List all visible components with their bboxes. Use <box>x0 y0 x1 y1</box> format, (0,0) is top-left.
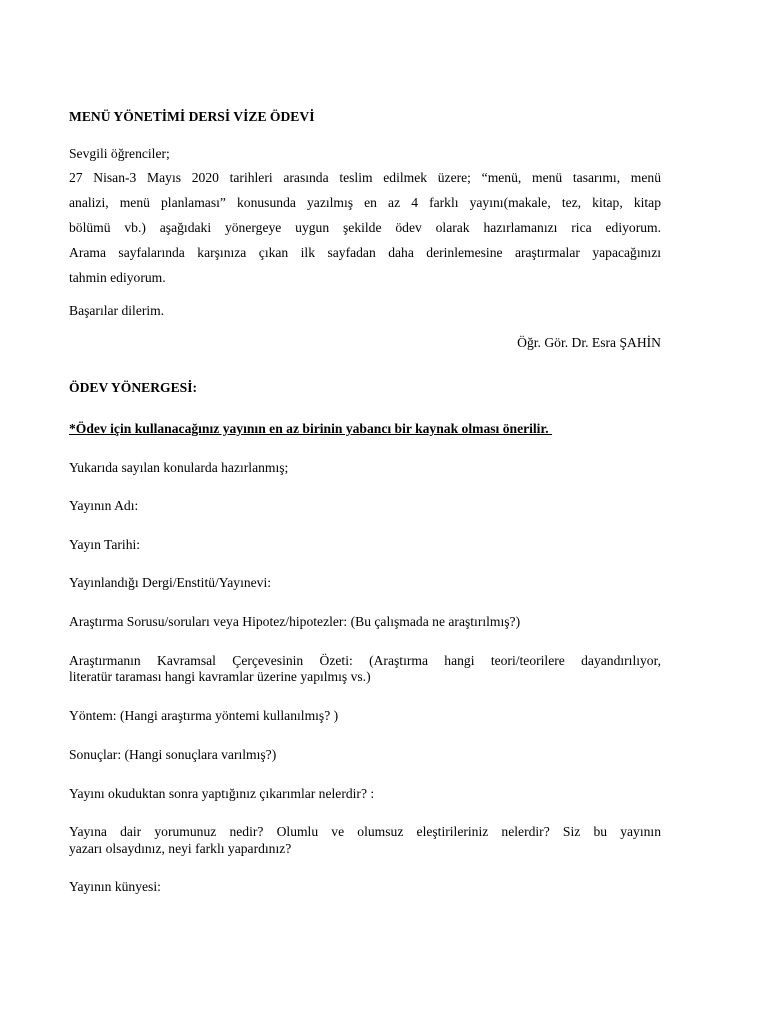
intro-line: Arama sayfalarında karşınıza çıkan ilk sayfadan daha derinlemesine araştırmalar yapacağınızı <box>69 245 661 260</box>
wishes: Başarılar dilerim. <box>69 303 165 318</box>
field-method: Yöntem: (Hangi araştırma yöntemi kullanılmış? ) <box>69 708 339 723</box>
document-page <box>69 0 661 1024</box>
intro-line: analizi, menü planlaması” konusunda yazılmış en az 4 farklı yayını(makale, tez, kitap, kitap <box>69 195 661 210</box>
field-research-question: Araştırma Sorusu/soruları veya Hipotez/hipotezler: (Bu çalışmada ne araştırılmış?) <box>69 614 521 629</box>
framework-line: literatür taraması hangi kavramlar üzerine yapılmış vs.) <box>69 669 371 684</box>
opinion-line: Yayına dair yorumunuz nedir? Olumlu ve olumsuz eleştirileriniz nelerdir? Siz bu yayının <box>69 824 661 839</box>
intro-line: bölümü vb.) aşağıdaki yönergeye uygun şekilde ödev olarak hazırlamanızı rica ediyorum. <box>69 220 661 235</box>
field-date: Yayın Tarihi: <box>69 537 141 552</box>
intro-line: tahmin ediyorum. <box>69 270 166 285</box>
field-publisher: Yayınlandığı Dergi/Enstitü/Yayınevi: <box>69 575 272 590</box>
field-results: Sonuçlar: (Hangi sonuçlara varılmış?) <box>69 747 277 762</box>
document-title: MENÜ YÖNETİMİ DERSİ VİZE ÖDEVİ <box>69 109 315 124</box>
field-title: Yayının Adı: <box>69 498 139 513</box>
opinion-line: yazarı olsaydınız, neyi farklı yapardınız? <box>69 841 292 856</box>
prepared-on: Yukarıda sayılan konularda hazırlanmış; <box>69 460 289 475</box>
field-citation: Yayının künyesi: <box>69 879 161 894</box>
note: *Ödev için kullanacağınız yayının en az birinin yabancı bir kaynak olması önerilir. <box>69 421 553 436</box>
field-inferences: Yayını okuduktan sonra yaptığınız çıkarımlar nelerdir? : <box>69 786 375 801</box>
intro-line: 27 Nisan-3 Mayıs 2020 tarihleri arasında teslim edilmek üzere; “menü, menü tasarımı, menü <box>69 170 661 185</box>
signature: Öğr. Gör. Dr. Esra ŞAHİN <box>517 335 661 350</box>
framework-line: Araştırmanın Kavramsal Çerçevesinin Özeti: (Araştırma hangi teori/teorilere dayandırılıyor, <box>69 653 661 668</box>
greeting: Sevgili öğrenciler; <box>69 146 170 161</box>
instructions-heading: ÖDEV YÖNERGESİ: <box>69 380 198 395</box>
